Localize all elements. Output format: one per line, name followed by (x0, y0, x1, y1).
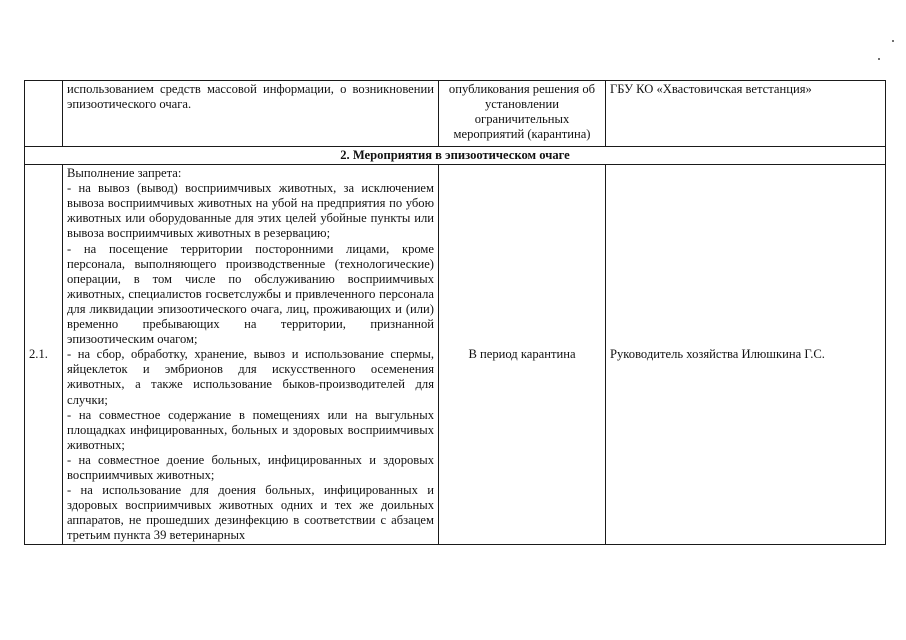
action-line: - на использование для доения больных, инфицированных и здоровых восприимчивых животных одних и тех же доильных аппаратов, не прошедших дезинфекцию в соответствии с абзацем третьим пункта 39 ветеринарных (67, 483, 434, 543)
table-row-2-1 (25, 165, 886, 545)
quarantine-measures-table (24, 80, 886, 545)
action-line: - на вывоз (вывод) восприимчивых животных, за исключением вывоза восприимчивых животных на убой на предприятия по убою животных или оборудованные для этих целей убойные пункты или вывоза восприимчивых животных в резервацию; (67, 181, 434, 241)
action-line: Выполнение запрета: (67, 166, 182, 181)
responsible-cell: Руководитель хозяйства Илюшкина Г.С. (606, 165, 886, 545)
scan-speck (892, 40, 894, 42)
action-line: - на совместное доение больных, инфицированных и здоровых восприимчивых животных; (67, 452, 434, 482)
action-line: - на совместное содержание в помещениях или на выгульных площадках инфицированных, больных и здоровых восприимчивых животных; (67, 407, 434, 452)
row-number-cell (25, 81, 63, 147)
responsible-cell: ГБУ КО «Хвастовичская ветстанция» (606, 81, 886, 147)
table-row-continuation (25, 81, 886, 147)
section-header-row (25, 147, 886, 165)
action-line: - на посещение территории посторонними лицами, кроме персонала, выполняющего производственные (технологические) операции, в том числе по обслуживанию восприимчивых животных, специалистов госветслужбы и привлеченного персонала для ликвидации эпизоотического очага, лиц, проживающих и (или) временно пребывающих на территории, признанной эпизоотическим очагом; (67, 241, 434, 347)
scan-speck (878, 58, 880, 60)
term-cell: В период карантина (439, 165, 606, 545)
section-title: 2. Мероприятия в эпизоотическом очаге (25, 147, 886, 165)
action-cell: использованием средств массовой информации, о возникновении эпизоотического очага. (63, 81, 439, 147)
row-number-cell: 2.1. (25, 165, 63, 545)
action-line: - на сбор, обработку, хранение, вывоз и использование спермы, яйцеклеток и эмбрионов для искусственного осеменения животных, а также использование быков-производителей для случки; (67, 347, 434, 407)
action-cell (63, 165, 439, 545)
term-cell: опубликования решения об установлении ограничительных мероприятий (карантина) (439, 81, 606, 147)
